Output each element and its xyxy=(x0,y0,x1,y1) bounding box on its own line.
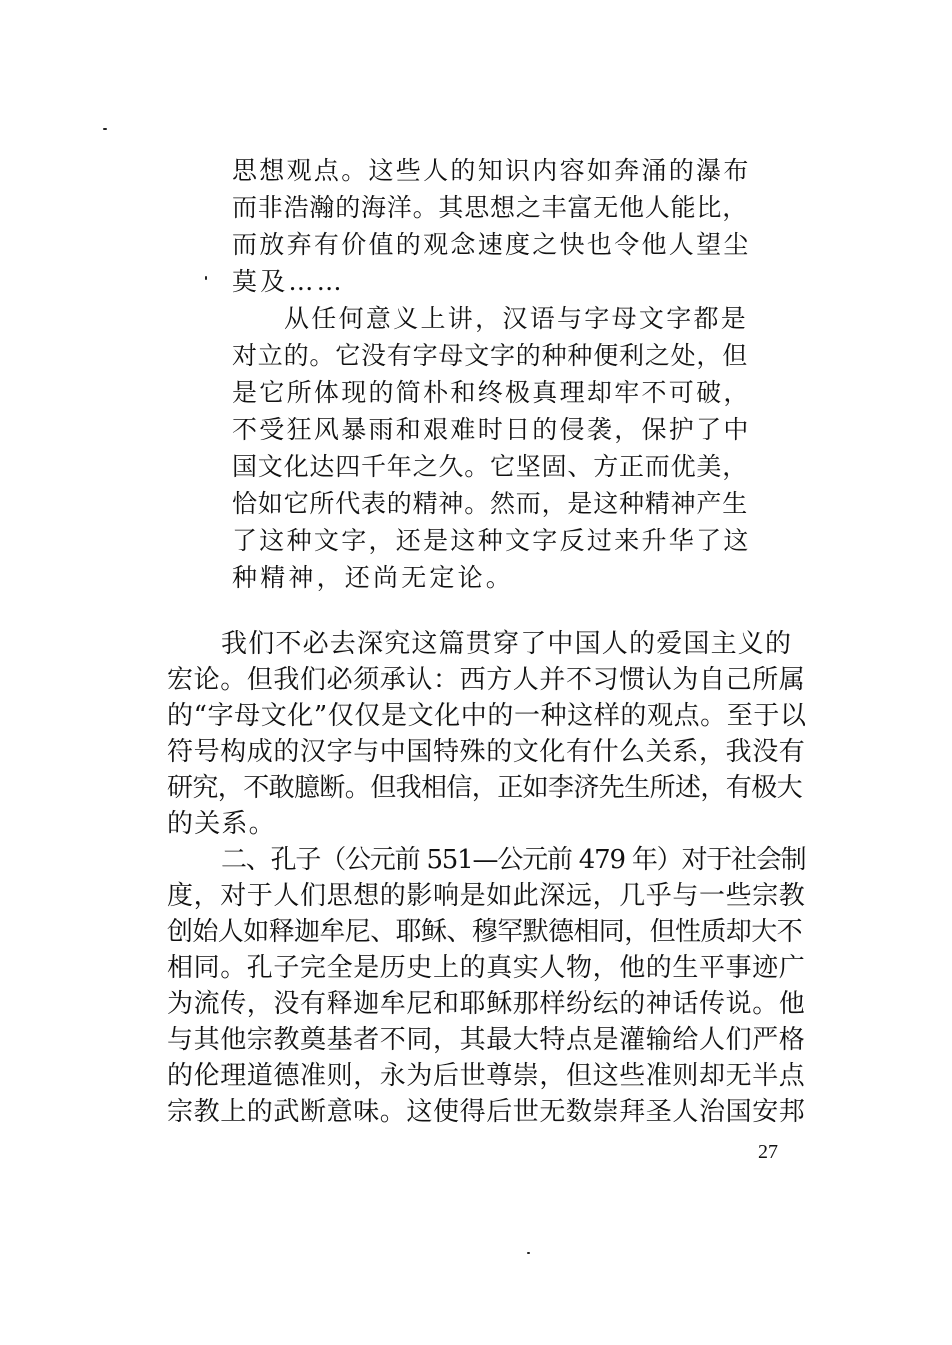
quote-line: 而放弃有价值的观念速度之快也令他人望尘 xyxy=(232,230,751,259)
body-line: 宗教上的武断意味。这使得后世无数崇拜圣人治国安邦 xyxy=(167,1097,806,1127)
body-line: 与其他宗教奠基者不同，其最大特点是灌输给人们严格 xyxy=(167,1025,806,1055)
quote-line: 莫及…… xyxy=(232,267,345,296)
quote-line: 国文化达四千年之久。它坚固、方正而优美， xyxy=(232,452,749,481)
body-line: 宏论。但我们必须承认：西方人并不习惯认为自己所属 xyxy=(167,665,806,695)
body-line: 度，对于人们思想的影响是如此深远，几乎与一些宗教 xyxy=(167,881,806,911)
body-line: 的关系。 xyxy=(167,809,276,839)
scan-speck xyxy=(205,276,207,280)
quote-line: 而非浩瀚的海洋。其思想之丰富无他人能比， xyxy=(232,193,749,222)
quote-line: 思想观点。这些人的知识内容如奔涌的瀑布 xyxy=(232,156,751,185)
quote-line: 了这种文字，还是这种文字反过来升华了这 xyxy=(232,526,751,555)
scan-speck xyxy=(527,1252,530,1254)
quote-line: 恰如它所代表的精神。然而，是这种精神产生 xyxy=(232,489,749,518)
quote-line: 从任何意义上讲，汉语与字母文字都是 xyxy=(284,304,749,333)
body-line: 的“字母文化”仅仅是文化中的一种这样的观点。至于以 xyxy=(167,701,807,731)
body-line: 创始人如释迦牟尼、耶稣、穆罕默德相同，但性质却大不 xyxy=(167,917,803,947)
body-line: 我们不必去深究这篇贯穿了中国人的爱国主义的 xyxy=(221,629,793,659)
body-line: 的伦理道德准则，永为后世尊崇，但这些准则却无半点 xyxy=(167,1061,806,1091)
quote-line: 不受狂风暴雨和艰难时日的侵袭，保护了中 xyxy=(232,415,751,444)
body-line: 为流传，没有释迦牟尼和耶稣那样纷纭的神话传说。他 xyxy=(167,989,806,1019)
quote-line: 对立的。它没有字母文字的种种便利之处，但 xyxy=(232,341,749,370)
page-number: 27 xyxy=(758,1141,778,1163)
scan-speck xyxy=(103,128,107,130)
body-line: 相同。孔子完全是历史上的真实人物，他的生平事迹广 xyxy=(167,953,806,983)
body-line: 符号构成的汉字与中国特殊的文化有什么关系，我没有 xyxy=(167,737,806,767)
quote-line: 是它所体现的简朴和终极真理却牢不可破， xyxy=(232,378,751,407)
quote-line: 种精神，还尚无定论。 xyxy=(232,563,515,592)
body-line: 二、孔子（公元前 551—公元前 479 年）对于社会制 xyxy=(221,845,806,875)
body-line: 研究，不敢臆断。但我相信，正如李济先生所述，有极大 xyxy=(167,773,803,803)
